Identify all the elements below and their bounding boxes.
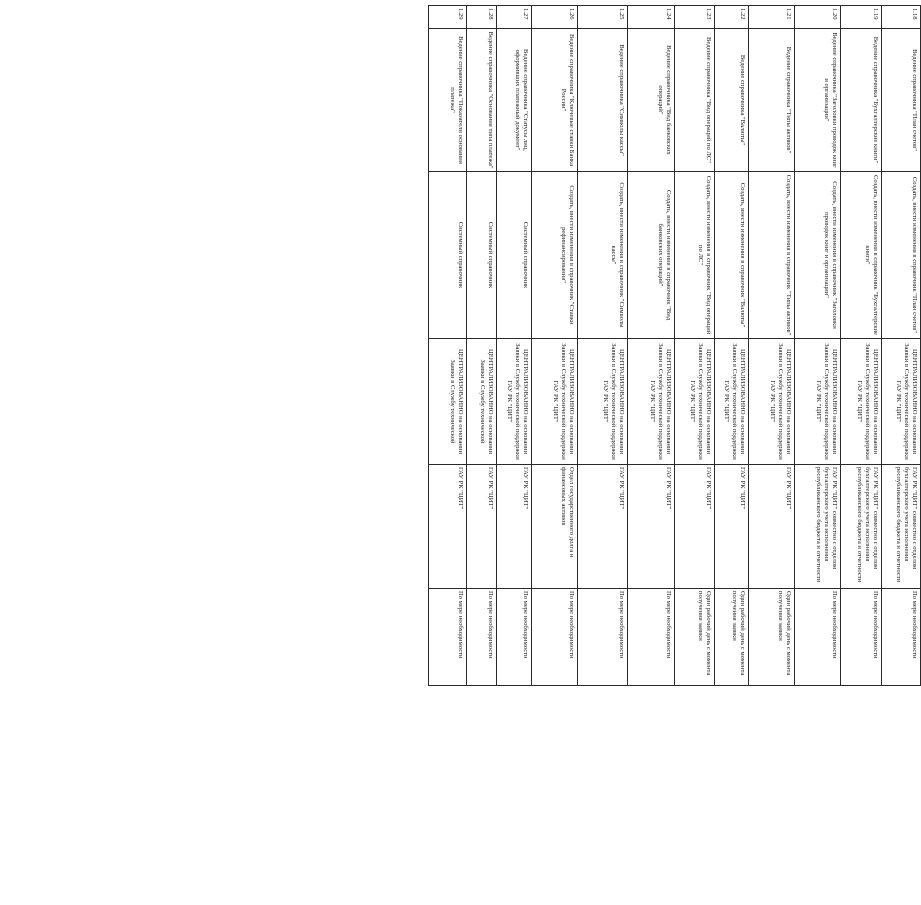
table-row <box>715 6 749 686</box>
execution-term: По мере необходимости <box>628 589 675 686</box>
catalog-name: Ведение справочника "Основания типа платежа" <box>467 29 497 172</box>
function-description: Создать, внести изменения в справочник "Валюты" <box>715 172 749 339</box>
row-number: 1.25 <box>578 6 628 29</box>
responsible-party: ГАУ РК "ЦИТ" совместно с отделом бухгалтерского учета исполнения республиканского бюджета и отчетности <box>841 465 882 589</box>
catalog-name: Ведение справочника "Заголовки проводок книг и организации" <box>795 29 841 172</box>
responsible-party: ГАУ РК "ЦИТ" <box>715 465 749 589</box>
catalog-name: Ведение справочника "План счетов" <box>882 29 921 172</box>
processing-mode: ЦЕНТРАЛИЗОВАННО на основании Заявки в Службу технической поддержки ГАУ РК "ЦИТ" <box>841 339 882 465</box>
execution-term: По мере необходимости <box>882 589 921 686</box>
catalog-maintenance-table <box>428 5 921 686</box>
catalog-name: Ведение справочника "Ключевые ставки Банка России" <box>532 29 578 172</box>
function-description: Создать, внести изменения в справочник "Заголовки проводок книг и организации" <box>795 172 841 339</box>
table-row <box>578 6 628 686</box>
processing-mode: ЦЕНТРАЛИЗОВАННО на основании Заявки в Службу технической поддержки ГАУ РК "ЦИТ" <box>532 339 578 465</box>
processing-mode: ЦЕНТРАЛИЗОВАННО на основании Заявки в Службу технической поддержки ГАУ РК "ЦИТ" <box>715 339 749 465</box>
processing-mode: ЦЕНТРАЛИЗОВАННО на основании Заявки в Службу технической поддержки ГАУ РК "ЦИТ" <box>749 339 795 465</box>
row-number: 1.19 <box>841 6 882 29</box>
responsible-party: ГАУ РК "ЦИТ" совместно с отделом бухгалтерского учета исполнения республиканского бюджета и отчетности <box>882 465 921 589</box>
responsible-party: ГАУ РК "ЦИТ" <box>628 465 675 589</box>
processing-mode: ЦЕНТРАЛИЗОВАННО на основании Заявки в Службу технической <box>429 339 467 465</box>
responsible-party: ГАУ РК "ЦИТ" <box>467 465 497 589</box>
row-number: 1.18 <box>882 6 921 29</box>
function-description: Создать, внести изменения в справочник "Ставки рефинансирования" <box>532 172 578 339</box>
responsible-party: ГАУ РК "ЦИТ" <box>429 465 467 589</box>
table-row <box>795 6 841 686</box>
execution-term: По мере необходимости <box>467 589 497 686</box>
table-row <box>497 6 532 686</box>
table-row <box>841 6 882 686</box>
row-number: 1.27 <box>497 6 532 29</box>
table-row <box>628 6 675 686</box>
catalog-name: Ведение справочника "Типы активов" <box>749 29 795 172</box>
row-number: 1.24 <box>628 6 675 29</box>
table-row <box>532 6 578 686</box>
execution-term: По мере необходимости <box>532 589 578 686</box>
processing-mode: ЦЕНТРАЛИЗОВАННО на основании Заявки в Службу технической поддержки ГАУ РК "ЦИТ" <box>795 339 841 465</box>
row-number: 1.26 <box>532 6 578 29</box>
processing-mode: ЦЕНТРАЛИЗОВАННО на основании Заявки в Службу технической поддержки ГАУ РК "ЦИТ" <box>578 339 628 465</box>
table-row <box>749 6 795 686</box>
processing-mode: ЦЕНТРАЛИЗОВАННО на основании Заявки в Службу технической поддержки ГАУ РК "ЦИТ" <box>497 339 532 465</box>
catalog-name: Ведение справочника "Вид банковских операций" <box>628 29 675 172</box>
function-description: Создать, внести изменения в справочник "Вид банковских операций" <box>628 172 675 339</box>
execution-term: Один рабочий день с момента получения заявки <box>749 589 795 686</box>
function-description: Создать, внести изменения в справочник "Типы активов" <box>749 172 795 339</box>
rotated-document-page <box>343 5 921 685</box>
catalog-name: Ведение справочника "Символы кассы" <box>578 29 628 172</box>
execution-term: По мере необходимости <box>795 589 841 686</box>
responsible-party: ГАУ РК "ЦИТ" <box>578 465 628 589</box>
function-description: Создать, внести изменения в справочник "План счетов" <box>882 172 921 339</box>
execution-term: Один рабочий день с момента получения заявки <box>715 589 749 686</box>
execution-term: Один рабочий день с момента получения заявки <box>675 589 715 686</box>
function-description: Создать, внести изменения в справочник "Бухгалтерские книги" <box>841 172 882 339</box>
table-row <box>467 6 497 686</box>
responsible-party: ГАУ РК "ЦИТ" совместно с отделом бухгалтерского учета исполнения республиканского бюджета и отчетности <box>795 465 841 589</box>
table-row <box>882 6 921 686</box>
catalog-name: Ведение справочника "Статусы лиц, оформивших платежный документ" <box>497 29 532 172</box>
function-description: Создать, внести изменения в справочник "Символы кассы" <box>578 172 628 339</box>
processing-mode: ЦЕНТРАЛИЗОВАННО на основании Заявки в Службу технической поддержки ГАУ РК "ЦИТ" <box>882 339 921 465</box>
function-description: Системный справочник <box>497 172 532 339</box>
execution-term: По мере необходимости <box>429 589 467 686</box>
row-number: 1.28 <box>467 6 497 29</box>
function-description: Системный справочник <box>429 172 467 339</box>
table-row <box>675 6 715 686</box>
row-number: 1.21 <box>749 6 795 29</box>
processing-mode: ЦЕНТРАЛИЗОВАННО на основании Заявки в Службу технической <box>467 339 497 465</box>
function-description: Создать, внести изменения в справочник "Вид операций по ЛС" <box>675 172 715 339</box>
catalog-name: Ведение справочника "Бухгалтерские книги" <box>841 29 882 172</box>
responsible-party: ГАУ РК "ЦИТ" <box>749 465 795 589</box>
execution-term: По мере необходимости <box>841 589 882 686</box>
catalog-name: Ведение справочника "Показатели основания платежа" <box>429 29 467 172</box>
function-description: Системный справочник <box>467 172 497 339</box>
row-number: 1.20 <box>795 6 841 29</box>
execution-term: По мере необходимости <box>497 589 532 686</box>
catalog-name: Ведение справочника "Валюты" <box>715 29 749 172</box>
catalog-name: Ведение справочника "Вид операций по ЛС" <box>675 29 715 172</box>
responsible-party: ГАУ РК "ЦИТ" <box>675 465 715 589</box>
table-row <box>429 6 467 686</box>
execution-term: По мере необходимости <box>578 589 628 686</box>
row-number: 1.29 <box>429 6 467 29</box>
responsible-party: Отдел государственного долга и финансовых активов <box>532 465 578 589</box>
row-number: 1.22 <box>715 6 749 29</box>
processing-mode: ЦЕНТРАЛИЗОВАННО на основании Заявки в Службу технической поддержки ГАУ РК "ЦИТ" <box>628 339 675 465</box>
processing-mode: ЦЕНТРАЛИЗОВАННО на основании Заявки в Службу технической поддержки ГАУ РК "ЦИТ" <box>675 339 715 465</box>
responsible-party: ГАУ РК "ЦИТ" <box>497 465 532 589</box>
row-number: 1.23 <box>675 6 715 29</box>
